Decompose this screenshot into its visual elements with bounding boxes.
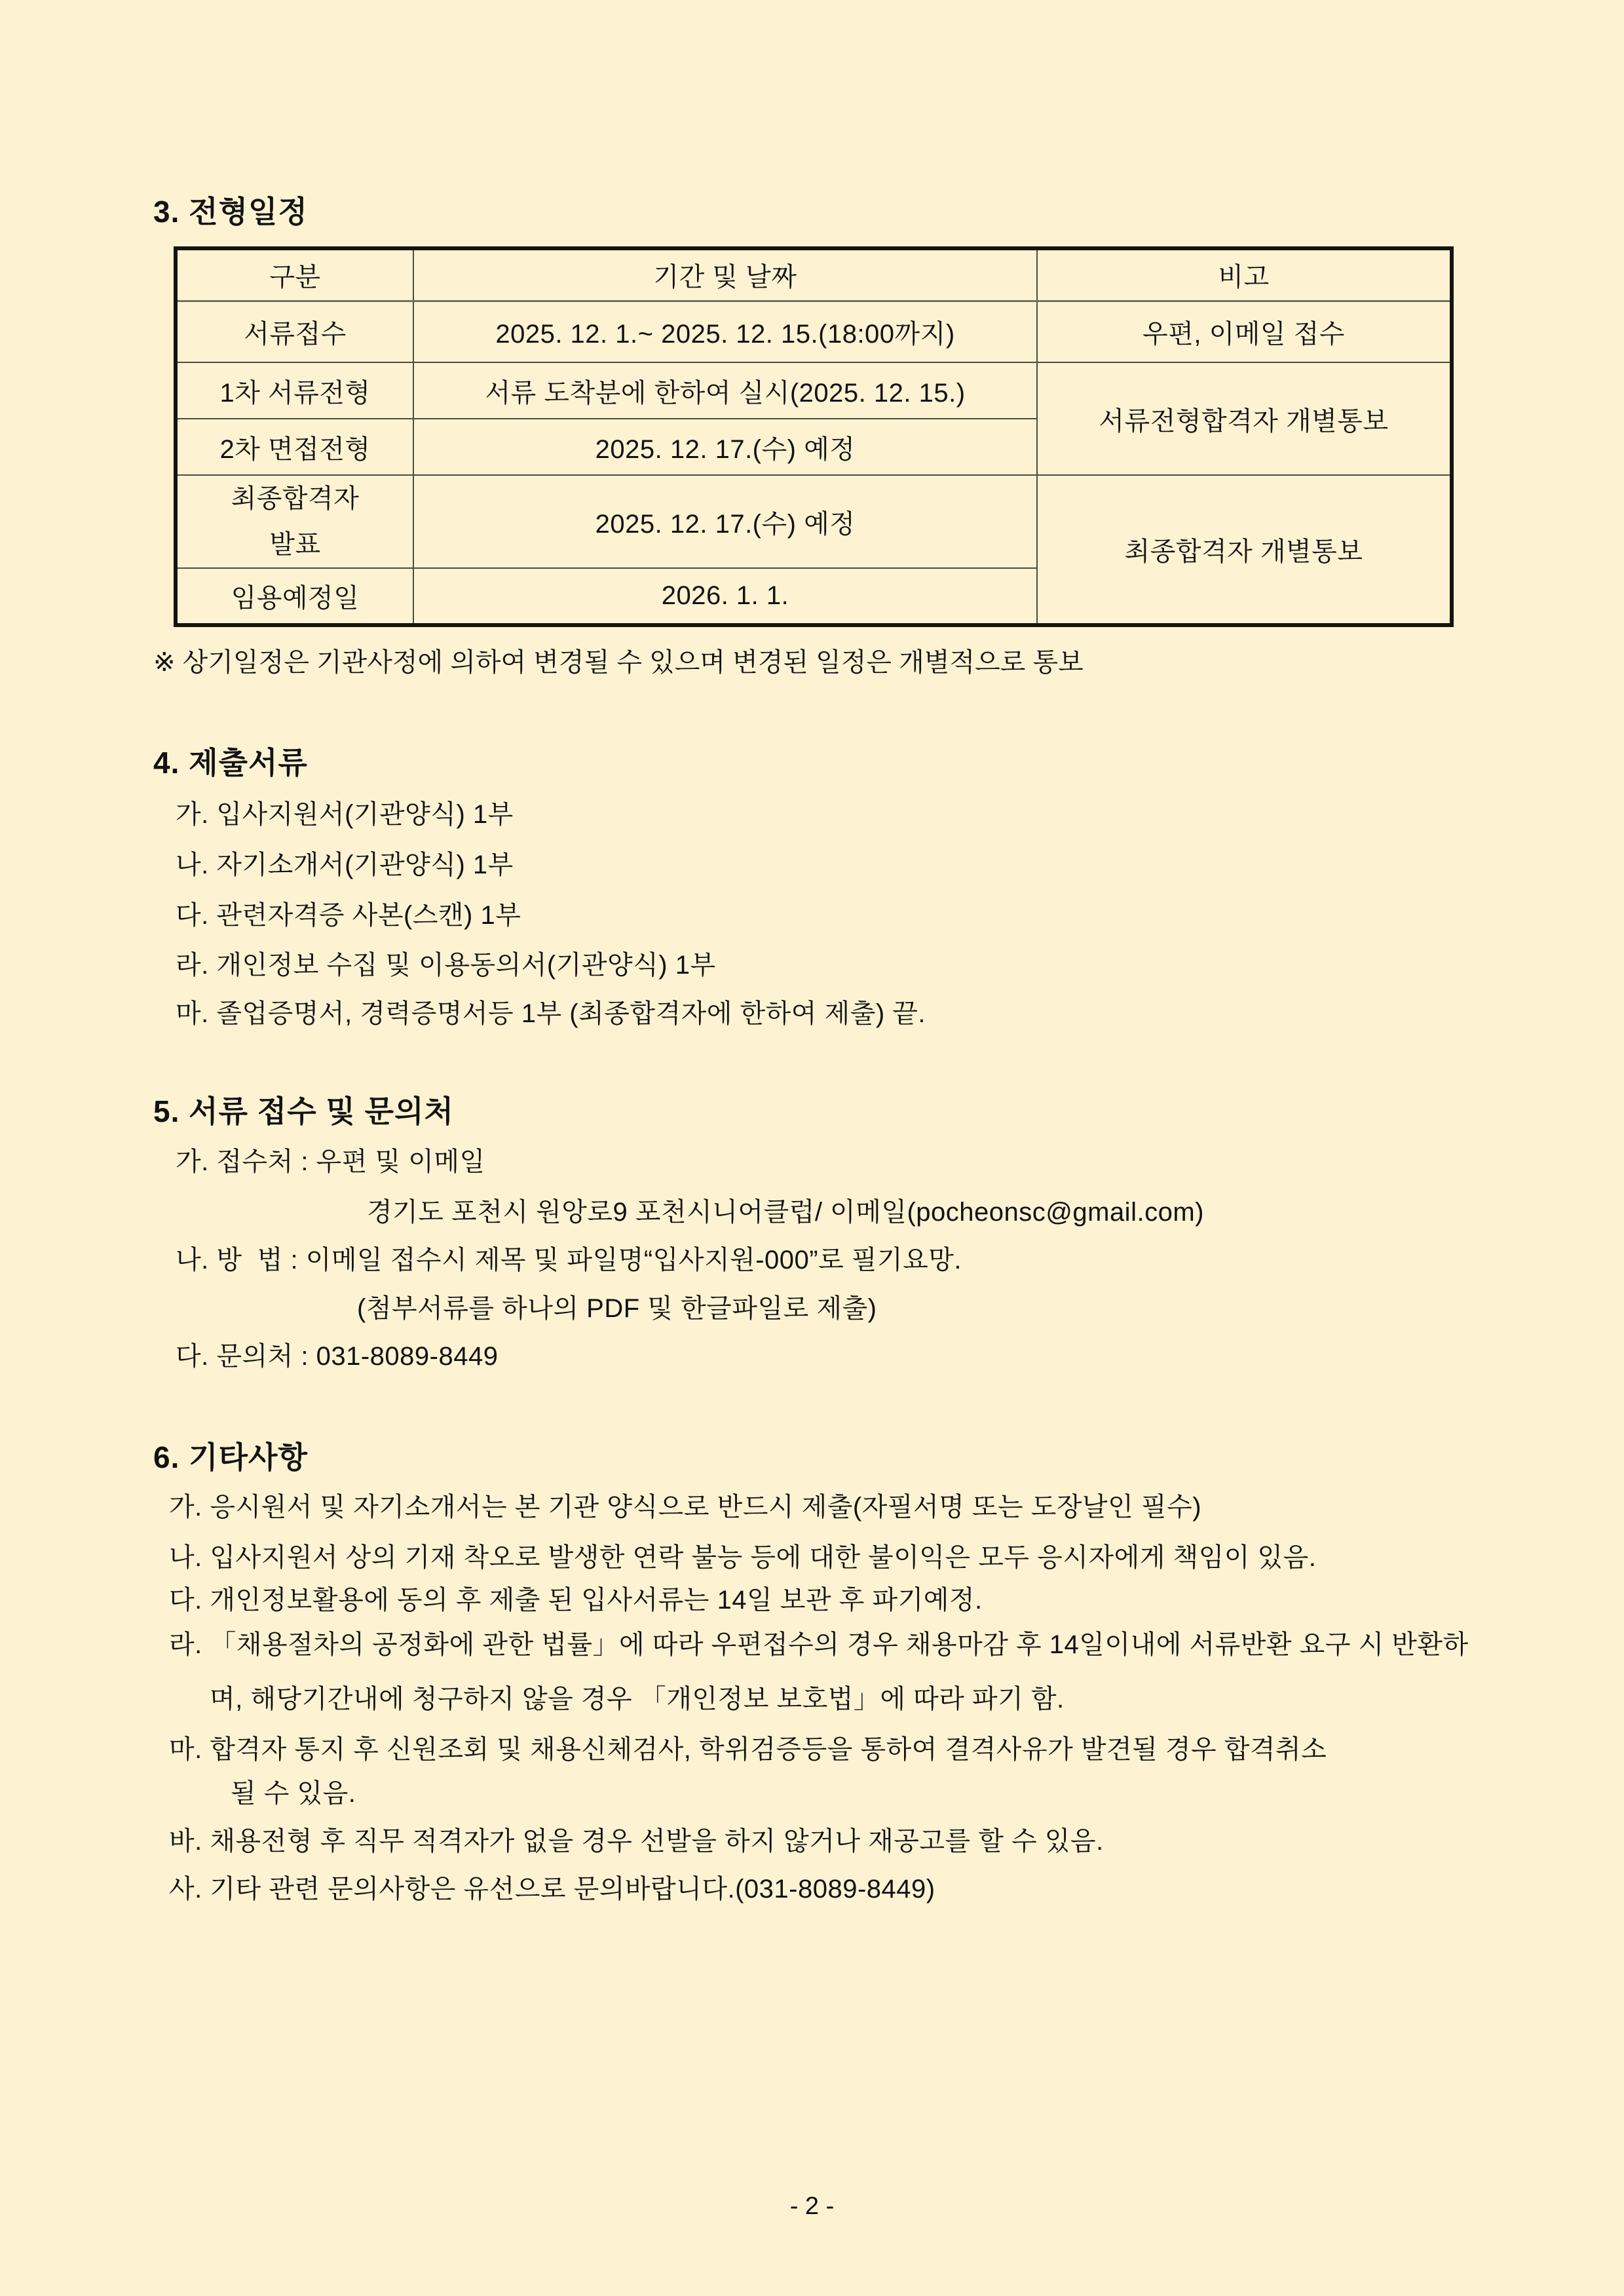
table-header-row <box>176 248 1452 301</box>
list-item: 바. 채용전형 후 직무 적격자가 없을 경우 선발을 하지 않거나 재공고를 할 수 있음. <box>169 1827 1104 1856</box>
table-row <box>176 475 1452 568</box>
list-item: 라. 「채용절차의 공정화에 관한 법률」에 따라 우편접수의 경우 채용마감 후 14일이내에 서류반환 요구 시 반환하 <box>169 1630 1469 1659</box>
table-row <box>176 301 1452 362</box>
list-item: 마. 졸업증명서, 경력증명서등 1부 (최종합격자에 한하여 제출) 끝. <box>176 999 926 1028</box>
page-number: - 2 - <box>789 2192 835 2220</box>
list-item: 마. 합격자 통지 후 신원조회 및 채용신체검사, 학위검증등을 통하여 결격사유가 발견될 경우 합격취소 <box>169 1735 1327 1764</box>
table-cell-label: 서류접수 <box>176 301 413 362</box>
list-item: 가. 응시원서 및 자기소개서는 본 기관 양식으로 반드시 제출(자필서명 또는 도장날인 필수) <box>169 1493 1202 1521</box>
list-item: 나. 입사지원서 상의 기재 착오로 발생한 연락 불능 등에 대한 불이익은 모두 응시자에게 책임이 있음. <box>169 1543 1317 1572</box>
list-item: 가. 접수처 : 우편 및 이메일 <box>176 1147 485 1176</box>
table-header-period: 기간 및 날짜 <box>413 248 1037 301</box>
table-cell-note: 최종합격자 개별통보 <box>1037 475 1452 625</box>
section4-heading: 4. 제출서류 <box>153 746 308 780</box>
table-cell-note: 서류전형합격자 개별통보 <box>1037 362 1452 475</box>
list-item: 나. 자기소개서(기관양식) 1부 <box>176 851 514 879</box>
table-row <box>176 362 1452 419</box>
table-cell-label: 2차 면접전형 <box>176 419 413 475</box>
table-header-category: 구분 <box>176 248 413 301</box>
table-cell-label: 임용예정일 <box>176 568 413 625</box>
table-cell-label: 1차 서류전형 <box>176 362 413 419</box>
table-cell-period: 2026. 1. 1. <box>413 568 1037 625</box>
schedule-change-note: ※ 상기일정은 기관사정에 의하여 변경될 수 있으며 변경된 일정은 개별적으로 통보 <box>153 648 1084 677</box>
list-item: 다. 개인정보활용에 동의 후 제출 된 입사서류는 14일 보관 후 파기예정. <box>169 1586 983 1615</box>
table-header-remarks: 비고 <box>1037 248 1452 301</box>
table-cell-label <box>176 475 413 568</box>
list-item-continued: 며, 해당기간내에 청구하지 않을 경우 「개인정보 보호법」에 따라 파기 함. <box>210 1685 1065 1713</box>
list-item: 라. 개인정보 수집 및 이용동의서(기관양식) 1부 <box>176 951 716 980</box>
table-cell-period: 서류 도착분에 한하여 실시(2025. 12. 15.) <box>413 362 1037 419</box>
list-item: 다. 관련자격증 사본(스캔) 1부 <box>176 901 521 930</box>
section3-heading: 3. 전형일정 <box>153 195 308 229</box>
table-cell-period: 2025. 12. 17.(수) 예정 <box>413 419 1037 475</box>
schedule-table <box>174 246 1454 627</box>
table-cell-note: 우편, 이메일 접수 <box>1037 301 1452 362</box>
list-item: 사. 기타 관련 문의사항은 유선으로 문의바랍니다.(031-8089-8449) <box>169 1875 935 1904</box>
section6-heading: 6. 기타사항 <box>153 1440 308 1474</box>
list-item-continued: 될 수 있음. <box>231 1779 356 1808</box>
address-line: 경기도 포천시 원앙로9 포천시니어클럽/ 이메일(pocheonsc@gmail.com) <box>367 1198 1204 1227</box>
table-cell-label-text: 최종합격자 발표 <box>231 484 360 559</box>
list-item: 가. 입사지원서(기관양식) 1부 <box>176 800 514 829</box>
attachment-note: (첨부서류를 하나의 PDF 및 한글파일로 제출) <box>357 1294 877 1323</box>
section5-heading: 5. 서류 접수 및 문의처 <box>153 1094 454 1128</box>
list-item: 나. 방 법 : 이메일 접수시 제목 및 파일명“입사지원-000”로 필기요망. <box>176 1246 962 1274</box>
table-cell-period: 2025. 12. 1.~ 2025. 12. 15.(18:00까지) <box>413 301 1037 362</box>
table-cell-period: 2025. 12. 17.(수) 예정 <box>413 475 1037 568</box>
contact-line: 다. 문의처 : 031-8089-8449 <box>176 1342 499 1371</box>
